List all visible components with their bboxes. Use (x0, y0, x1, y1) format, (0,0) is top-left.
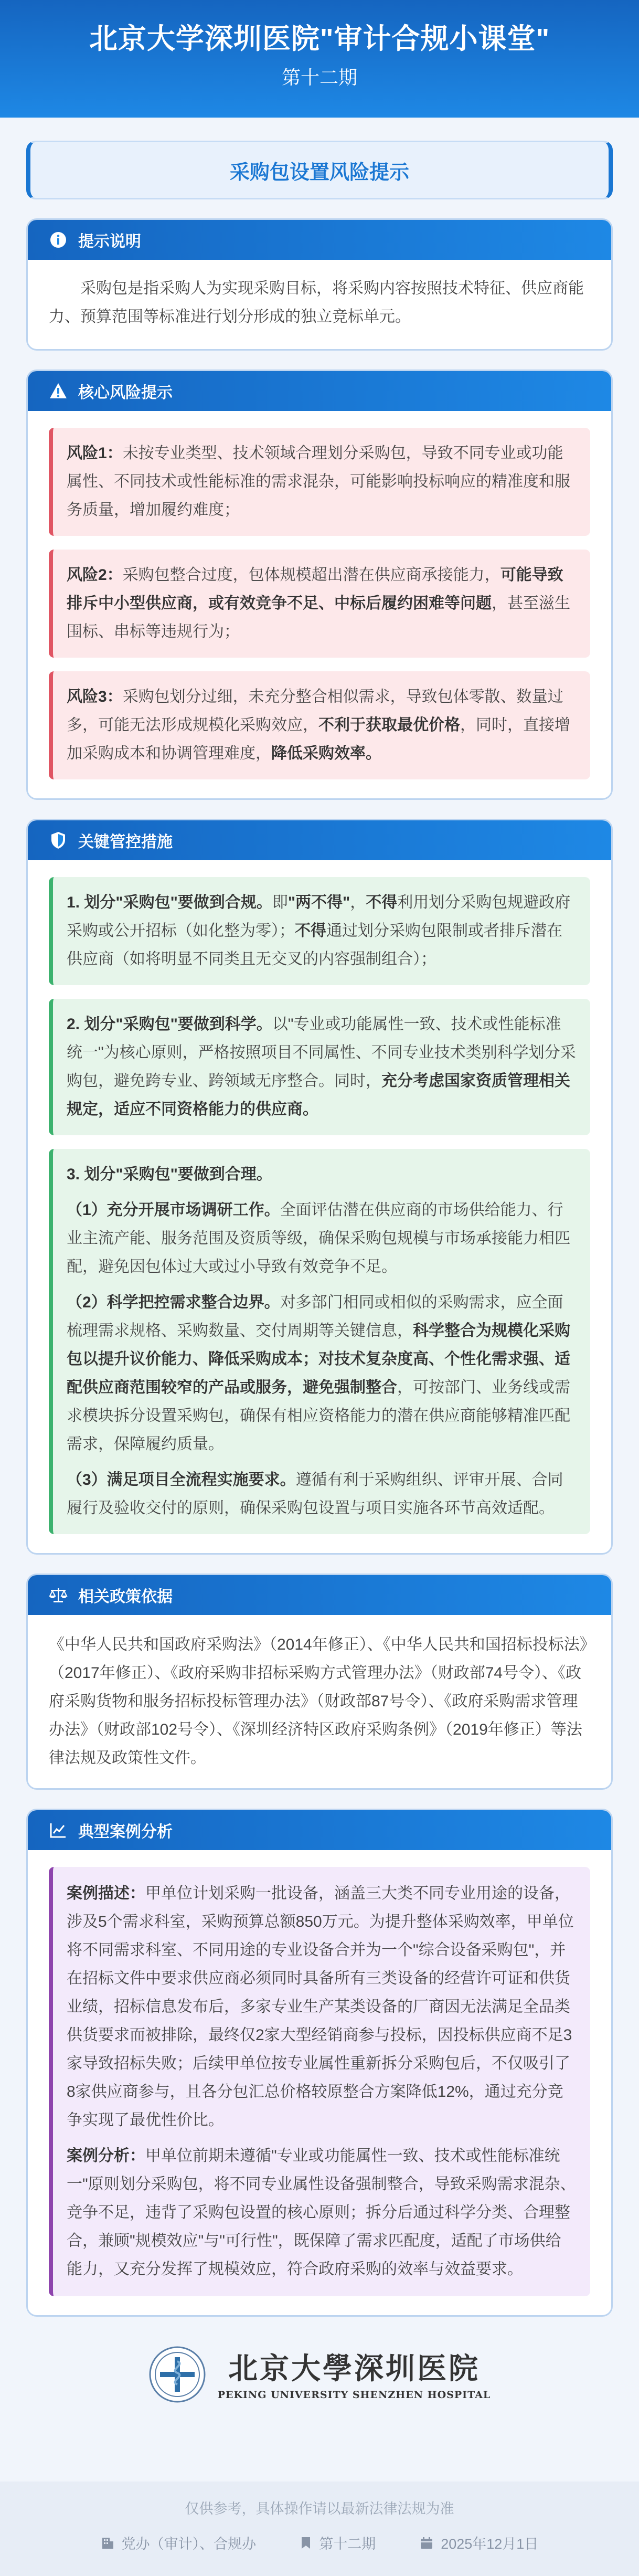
measure-3-sub-2 (67, 1289, 577, 1459)
measure-3-sub-1-text: 全面评估潜在供应商的市场供给能力、行业主流产能、服务范围及资质等级，确保采购包规模与市场承接能力相匹配，避免因包体过大或过小导致有效竞争不足。 (67, 1201, 570, 1275)
case-card (26, 1809, 613, 2317)
footer-issue (300, 2532, 376, 2553)
risk-text-2a: 采购包整合过度，包体规模超出潜在供应商承接能力， (122, 566, 500, 584)
risk-item-2 (49, 550, 590, 658)
footer-date (420, 2532, 538, 2553)
risk-text-2-bold: 可能导致排斥中小型供应商，或有效竞争不足、中标后履约困难等问题 (67, 566, 563, 612)
risk-text-3-bold2: 降低采购效率。 (271, 745, 381, 762)
measure-1-bold-a: "两不得" (287, 894, 350, 911)
footer-dept-text: 党办（审计）、合规办 (121, 2536, 257, 2552)
risk-text-3-bold1: 不利于获取最优价格 (318, 716, 460, 734)
policy-text: 《中华人民共和国政府采购法》（2014年修正）、《中华人民共和国招标投标法》（2017年修正）、《政府采购非招标采购方式管理办法》（财政部74号令）、《政府采购货物和服务招标投标管理办法》（财政部87号令）、《政府采购需求管理办法》（财政部102号令）、《深圳经济特区政府采购条例》（2019年修正）等法律法规及政策性文件。 (49, 1636, 588, 1767)
issue-number: 第十二期 (281, 67, 357, 88)
risk-text-3b: ，同时，直接增加采购成本和协调管理难度， (67, 716, 570, 762)
page-title: 北京大学深圳医院"审计合规小课堂" (89, 23, 550, 55)
measure-1-bold-b: 不得 (366, 894, 398, 911)
tip-heading: 提示说明 (78, 233, 141, 250)
measure-3-sub-2-text-a: 对多部门相同或相似的采购需求，应全面梳理需求规格、采购数量、交付周期等关键信息， (67, 1294, 563, 1339)
measure-1-bold-c: 不得 (295, 922, 326, 939)
measure-3-sub-3-text: 遵循有利于采购组织、评审开展、合同履行及验收交付的原则，确保采购包设置与项目实施各环节高效适配。 (67, 1471, 563, 1517)
risk-text-3a: 采购包划分过细，未充分整合相似需求，导致包体零散、数量过多，可能无法形成规模化采购效应， (67, 688, 563, 734)
line-chart-icon (48, 1820, 69, 1841)
page-header (0, 0, 639, 118)
logo-chinese-name: 北京大學深圳医院 (228, 2351, 480, 2386)
shield-icon (48, 830, 69, 851)
risk-card-header (28, 371, 611, 411)
info-icon (48, 229, 69, 250)
measure-1-text-a: 即 (272, 894, 288, 911)
measure-2-bold: 充分考虑国家资质管理相关规定，适应不同资格能力的供应商。 (67, 1072, 570, 1118)
measure-item-2 (49, 999, 590, 1135)
measure-item-1 (49, 877, 590, 985)
risk-label-2: 风险2： (67, 566, 123, 584)
measure-1-text-b: ， (350, 894, 366, 911)
risk-label-3: 风险3： (67, 688, 123, 705)
case-card-header (28, 1810, 611, 1850)
tip-text: 采购包是指采购人为实现采购目标，将采购内容按照技术特征、供应商能力、预算范围等标准进行划分形成的独立竞标单元。 (49, 280, 584, 325)
case-box (49, 1867, 590, 2296)
measures-card-header (28, 820, 611, 860)
measure-title-2: 2. 划分"采购包"要做到科学。 (67, 1016, 272, 1033)
case-description (67, 1880, 577, 2135)
risk-heading: 核心风险提示 (78, 384, 173, 402)
measure-3-sub-3-title: （3）满足项目全流程实施要求。 (67, 1471, 296, 1488)
balance-scale-icon (48, 1585, 69, 1606)
policy-card (26, 1574, 613, 1790)
measure-title-3: 3. 划分"采购包"要做到合理。 (67, 1166, 272, 1183)
measure-3-sub-2-text-b: ，可按部门、业务线或需求模块拆分设置采购包，确保有相应资格能力的潜在供应商能够精准匹配需求，保障履约质量。 (67, 1379, 570, 1453)
risk-text-1: 未按专业类型、技术领域合理划分采购包，导致不同专业或功能属性、不同技术或性能标准的需求混杂，可能影响投标响应的精准度和服务质量，增加履约难度； (67, 445, 570, 519)
risk-item-1 (49, 428, 590, 536)
warning-icon (48, 381, 69, 402)
topic-banner (26, 141, 613, 199)
page-footer (0, 2482, 639, 2576)
footer-note: 仅供参考，具体操作请以最新法律法规为准 (185, 2501, 454, 2517)
risk-text-2b: ，甚至滋生围标、串标等违规行为； (67, 595, 570, 640)
risk-label-1: 风险1： (67, 445, 123, 462)
measure-3-sub-2-bold: 科学整合为规模化采购包以提升议价能力、降低采购成本；对技术复杂度高、个性化需求强、适配供应商范围较窄的产品或服务，避免强制整合 (67, 1322, 570, 1396)
measures-heading: 关键管控措施 (78, 833, 173, 851)
case-analysis-text: 甲单位前期未遵循"专业或功能属性一致、技术或性能标准统一"原则划分采购包，将不同专业属性设备强制整合，导致采购需求混杂、竞争不足，违背了采购包设置的核心原则；拆分后通过科学分类、合理整合，兼顾"规模效应"与"可行性"，既保障了需求匹配度，适配了市场供给能力，又充分发挥了规模效应，符合政府采购的效率与效益要求。 (67, 2147, 576, 2278)
risk-item-3 (49, 671, 590, 779)
policy-card-header (28, 1575, 611, 1615)
measure-3-sub-1 (67, 1196, 577, 1281)
measure-item-3 (49, 1149, 590, 1534)
measure-title-1: 1. 划分"采购包"要做到合规。 (67, 894, 272, 911)
bookmark-icon (300, 2536, 312, 2550)
hospital-logo (0, 2339, 639, 2412)
measure-1-text-c: 利用划分采购包规避政府采购或公开招标（如化整为零）； (67, 894, 571, 939)
case-analysis (67, 2142, 577, 2284)
building-icon (101, 2536, 114, 2550)
hospital-emblem-icon (148, 2346, 206, 2406)
tip-card (26, 218, 613, 351)
measure-3-sub-3 (67, 1466, 577, 1523)
case-desc-label: 案例描述： (67, 1885, 145, 1902)
case-analysis-label: 案例分析： (67, 2147, 145, 2165)
logo-english-name: PEKING UNIVERSITY SHENZHEN HOSPITAL (217, 2389, 491, 2401)
risk-card (26, 369, 613, 800)
footer-date-text: 2025年12月1日 (441, 2536, 539, 2552)
calendar-icon (420, 2536, 433, 2550)
measure-3-sub-2-title: （2）科学把控需求整合边界。 (67, 1294, 280, 1311)
case-desc-text: 甲单位计划采购一批设备，涵盖三大类不同专业用途的设备，涉及5个需求科室，采购预算总额850万元。为提升整体采购效率，甲单位将不同需求科室、不同用途的专业设备合并为一个"综合设备采购包"，并在招标文件中要求供应商必须同时具备所有三类设备的经营许可证和供货业绩，招标信息发布后，多家专业生产某类设备的厂商因无法满足全品类供货要求而被排除，最终仅2家大型经销商参与投标，因投标供应商不足3家导致招标失败；后续甲单位按专业属性重新拆分采购包后，不仅吸引了8家供应商参与，且各分包汇总价格较原整合方案降低12%，通过充分竞争实现了最优性价比。 (67, 1885, 574, 2129)
measure-2-text: 以"专业或功能属性一致、技术或性能标准统一"为核心原则，严格按照项目不同属性、不同专业技术类别科学划分采购包，避免跨专业、跨领域无序整合。同时， (67, 1016, 576, 1090)
measure-3-sub-1-title: （1）充分开展市场调研工作。 (67, 1201, 280, 1219)
measures-card (26, 819, 613, 1555)
measure-1-text-d: 通过划分采购包限制或者排斥潜在供应商（如将明显不同类且无交叉的内容强制组合）； (67, 922, 562, 968)
topic-title: 采购包设置风险提示 (229, 161, 409, 184)
case-heading: 典型案例分析 (78, 1823, 173, 1841)
footer-dept (101, 2532, 257, 2553)
policy-heading: 相关政策依据 (78, 1588, 173, 1606)
tip-card-header (28, 220, 611, 260)
footer-issue-text: 第十二期 (319, 2536, 376, 2552)
